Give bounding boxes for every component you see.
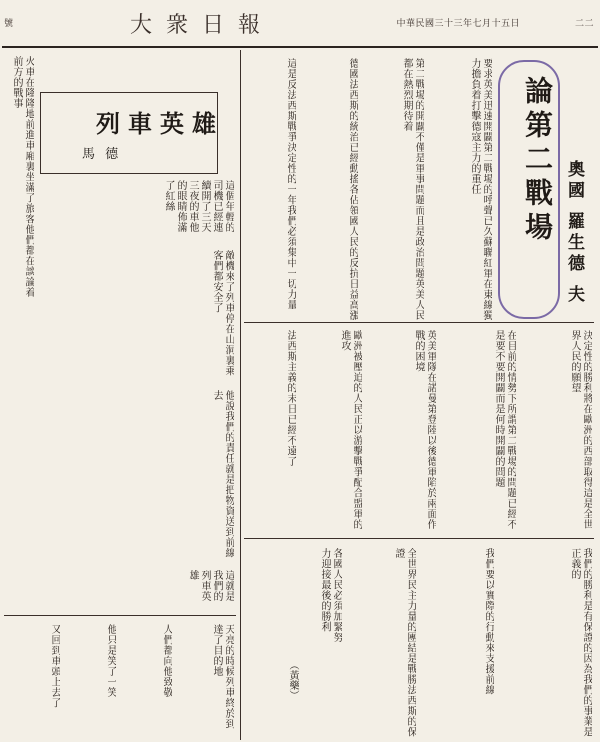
article-column: 全世界民主力量的團結是戰勝法西斯的保證 [393,548,416,737]
article-column: 歐洲被壓迫的人民正以游擊戰爭配合盟軍的進攻 [339,330,362,530]
article-column: 英美軍隊在諾曼第登陸以後德軍陷於兩面作戰的困境 [413,330,436,530]
article-column: 決定性的勝利將在歐洲的西部取得這是全世界人民的願望 [569,330,592,530]
article-column: 各國人民必須加緊努力迎接最後的勝利 [319,548,342,643]
sidebar-author: 馬 德 [82,147,122,162]
article-column: 人們都向他致敬 [161,624,172,698]
article-column: 天亮的時候列車終於到達了目的地 [211,624,234,729]
byline-note: （黃藥） [287,660,298,700]
article-column: 火車在隆隆地前進車廂裏坐滿了旅客他們都在談論着前方的戰事 [11,56,34,298]
article-column: 我們要以實際的行動來支援前線 [483,548,494,695]
article-column: 這是反法西斯戰爭決定性的一年我們必須集中一切力量 [285,58,296,310]
article-column: 又回到車頭上去了 [49,624,60,708]
masthead-rule [2,46,598,48]
masthead-issue: 號 [4,19,14,29]
article-column: 這就是我們的列車英雄 [187,570,234,602]
article-column: 這個年輕的司機已經連續開了三天三夜的車他的眼睛佈滿了紅絲 [163,180,234,233]
masthead-title: 大衆日報 [130,13,275,38]
article-column: 我們的勝利是有保證的因為我們的事業是正義的 [569,548,592,737]
divider [244,538,594,539]
masthead-date: 中華民國三十三年七月十五日 [396,19,520,29]
divider [244,322,594,323]
article-column: 要求英美迅速開闢第二戰場的呼聲已久蘇聯紅軍在東線獨力擔負着打擊德寇主力的重任 [469,58,492,321]
article-column: 第二戰場的開闢不僅是軍事問題而且是政治問題英美人民都在熱烈期待着 [401,58,424,321]
divider [4,615,236,616]
article-column: 他說我們的責任就是把物資送到前線去 [211,390,234,558]
article-column: 在目前的情勢下所謂第二戰場的問題已經不是要不要開闢而是何時開闢的問題 [493,330,516,530]
headline-title: 論第二戰場 [521,76,554,246]
article-column: 敵機來了列車停在山洞裏乘客們都安全了 [211,250,234,376]
article-column: 他只是笑了一笑 [105,624,116,698]
article-column: 法西斯主義的末日已經不遠了 [285,330,296,467]
sidebar-title: 列車英雄 [96,109,224,138]
column-divider [240,50,241,740]
headline-author: 奧國 羅生德 夫 [564,160,584,306]
article-column: 德國法西斯的統治已經動搖各佔領國人民的反抗日益高漲 [347,58,358,321]
masthead-page: 二二 [574,19,594,29]
